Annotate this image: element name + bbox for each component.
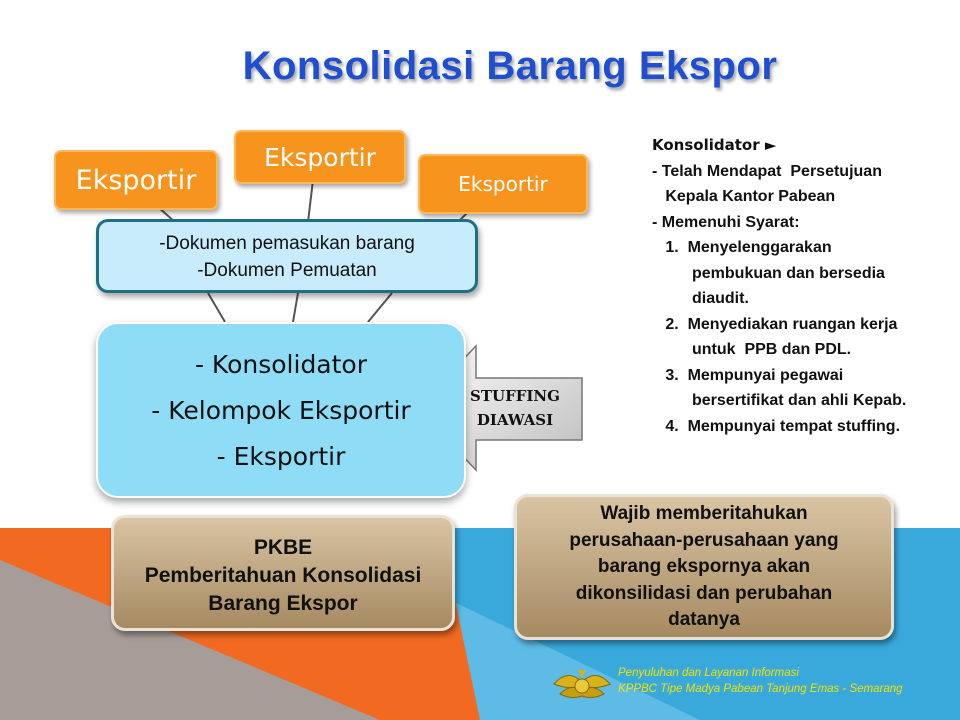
requirement-line: 3. Mempunyai pegawai [652,366,844,384]
stuffing-label [445,384,585,432]
exporter-label: Eksportir [458,172,548,196]
page-title: Konsolidasi Barang Ekspor [242,44,778,88]
exporter-label: Eksportir [264,142,376,172]
exporter-label: Eksportir [75,164,197,196]
pkbe-line-2: Pemberitahuan Konsolidasi [144,564,422,587]
requirement-line: pembukuan dan bersedia [652,264,885,282]
documents-line-2: -Dokumen Pemuatan [197,260,377,281]
main-line-1: - Konsolidator [194,350,368,379]
konsolidator-requirements [652,133,960,439]
main-line-3: - Eksportir [216,442,346,471]
footer-line-1: Penyuluhan dan Layanan Informasi [618,667,799,679]
exporter-box-2 [234,130,406,184]
wajib-line-2: perusahaan-perusahaan yang [569,529,839,551]
pkbe-line-3: Barang Ekspor [208,592,358,615]
wajib-line-4: dikonsilidasi dan perubahan [575,582,833,604]
stuffing-line-1: STUFFING [470,387,560,405]
documents-box [96,219,478,293]
wajib-line-1: Wajib memberitahukan [600,503,808,524]
consolidation-box [96,322,466,498]
footer-line-2: KPPBC Tipe Madya Pabean Tanjung Emas - Semarang [618,683,903,695]
requirement-line: - Telah Mendapat Persetujuan [652,162,882,180]
requirement-line: Kepala Kantor Pabean [652,188,836,205]
konsolidator-heading: Konsolidator ► [652,136,777,154]
pkbe-line-1: PKBE [253,536,313,559]
requirement-line: untuk PPB dan PDL. [652,341,852,358]
requirement-line: 2. Menyediakan ruangan kerja [652,315,898,333]
main-line-2: - Kelompok Eksportir [151,396,411,425]
footer-caption [618,665,903,697]
documents-line-1: -Dokumen pemasukan barang [159,233,415,254]
connector-line-2 [308,180,313,222]
requirement-line: 4. Mempunyai tempat stuffing. [652,417,901,435]
connector-line-6 [368,293,392,322]
triangle-right-icon: ► [764,136,777,154]
requirement-line: 1. Menyelenggarakan [652,239,832,256]
exporter-box-1 [54,150,218,210]
obligation-box [514,494,894,640]
stuffing-line-2: DIAWASI [476,411,554,429]
connector-line-5 [293,293,298,322]
requirement-line: - Memenuhi Syarat: [652,213,800,231]
wajib-line-5: datanya [668,609,740,630]
requirement-line: bersertifikat dan ahli Kepab. [652,392,907,409]
connector-line-4 [208,293,225,322]
pkbe-box [111,515,455,631]
wajib-line-3: barang ekspornya akan [597,556,811,577]
requirement-line: diaudit. [652,290,749,307]
exporter-box-3 [418,154,588,214]
